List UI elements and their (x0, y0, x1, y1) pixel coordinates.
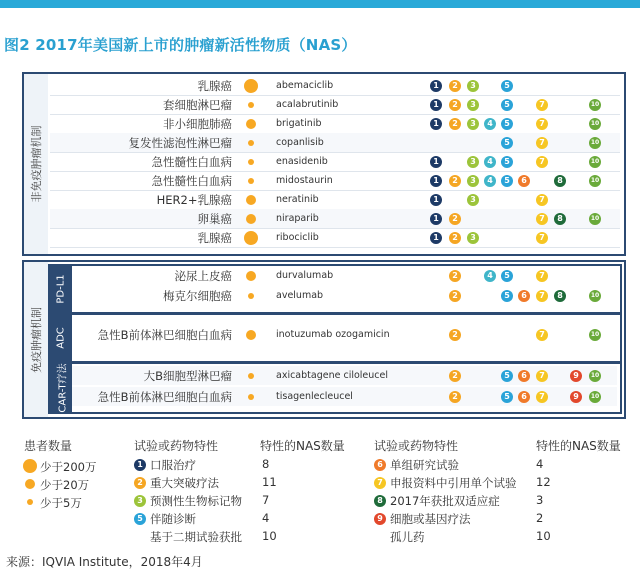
legend-trait-right-label: 2017年获批双适应症 (390, 494, 500, 508)
cancer-name: 急性B前体淋巴细胞白血病 (97, 328, 232, 342)
trait-badge: 1 (430, 156, 442, 168)
trait-badge: 2 (449, 80, 461, 92)
trait-badge: 7 (536, 156, 548, 168)
patient-size-dot (246, 214, 256, 224)
trait-badge: 3 (467, 175, 479, 187)
trait-badge: 8 (554, 290, 566, 302)
trait-badge: 5 (501, 137, 513, 149)
legend-trait-left-count: 10 (262, 529, 277, 543)
trait-badge: 5 (501, 175, 513, 187)
drug-name: niraparib (276, 213, 319, 224)
trait-badge: 10 (589, 118, 601, 130)
cancer-name: 复发性滤泡性淋巴瘤 (128, 136, 232, 150)
trait-badge: 1 (430, 213, 442, 225)
legend-trait-right-badge: 9 (374, 513, 386, 525)
trait-badge: 3 (467, 232, 479, 244)
drug-name: copanlisib (276, 137, 324, 148)
trait-badge: 9 (570, 391, 582, 403)
cancer-name: 急性髓性白血病 (151, 155, 232, 169)
trait-badge: 2 (449, 213, 461, 225)
trait-badge: 3 (467, 118, 479, 130)
drug-name: inotuzumab ozogamicin (276, 329, 390, 340)
immune-label: 免疫肿瘤机制 (30, 306, 43, 373)
trait-badge: 8 (554, 213, 566, 225)
cancer-name: 梅克尔细胞癌 (163, 289, 232, 303)
trait-badge: 1 (430, 232, 442, 244)
traits-header-left: 试验或药物特性 (134, 439, 219, 453)
drug-name: enasidenib (276, 156, 328, 167)
trait-badge: 2 (449, 370, 461, 382)
legend-trait-right-count: 3 (536, 493, 544, 507)
trait-badge: 5 (501, 270, 513, 282)
trait-badge: 10 (589, 370, 601, 382)
cancer-name: 急性髓性白血病 (151, 174, 232, 188)
trait-badge: 2 (449, 232, 461, 244)
legend-trait-left-badge: 5 (134, 513, 146, 525)
cancer-name: 泌尿上皮癌 (174, 269, 232, 283)
drug-name: neratinib (276, 194, 319, 205)
trait-badge: 2 (449, 290, 461, 302)
patient-size-dot (248, 178, 254, 184)
legend-trait-right-count: 2 (536, 511, 544, 525)
cancer-name: 乳腺癌 (197, 79, 232, 93)
legend-size-label: 少于200万 (40, 460, 97, 474)
trait-badge: 1 (430, 194, 442, 206)
trait-badge: 7 (536, 118, 548, 130)
legend-trait-left-label: 基于二期试验获批 (150, 530, 242, 544)
patient-size-dot (248, 394, 254, 400)
trait-badge: 1 (430, 175, 442, 187)
trait-badge: 2 (449, 118, 461, 130)
trait-badge: 10 (589, 213, 601, 225)
trait-badge: 6 (518, 175, 530, 187)
trait-badge: 3 (467, 156, 479, 168)
patient-size-dot (248, 293, 254, 299)
trait-badge: 10 (589, 329, 601, 341)
drug-name: ribociclib (276, 232, 319, 243)
legend-trait-left-count: 11 (262, 475, 277, 489)
trait-badge: 6 (518, 290, 530, 302)
trait-badge: 4 (484, 118, 496, 130)
patient-size-dot (248, 140, 254, 146)
trait-badge: 5 (501, 370, 513, 382)
drug-name: midostaurin (276, 175, 333, 186)
trait-badge: 10 (589, 391, 601, 403)
trait-badge: 3 (467, 194, 479, 206)
patients-legend-title: 患者数量 (24, 439, 73, 453)
traits-header-right: 试验或药物特性 (374, 439, 459, 453)
legend-trait-right-count: 12 (536, 475, 551, 489)
legend-trait-right-label: 孤儿药 (390, 530, 425, 544)
trait-badge: 5 (501, 99, 513, 111)
cancer-name: 非小细胞肺癌 (163, 117, 232, 131)
cancer-name: 套细胞淋巴瘤 (163, 98, 232, 112)
cart-group-label: CAR-T疗法 (57, 363, 69, 413)
trait-badge: 5 (501, 80, 513, 92)
legend-trait-right-badge: 6 (374, 459, 386, 471)
drug-name: abemaciclib (276, 80, 334, 91)
legend-trait-right-badge: 8 (374, 495, 386, 507)
trait-badge: 7 (536, 213, 548, 225)
trait-badge: 3 (467, 80, 479, 92)
count-header-left: 特性的NAS数量 (260, 439, 345, 453)
legend-trait-right-label: 申报资料中引用单个试验 (390, 476, 517, 490)
patient-size-dot (246, 330, 256, 340)
trait-badge: 5 (501, 391, 513, 403)
cancer-name: HER2+乳腺癌 (156, 193, 232, 207)
patient-size-dot (246, 119, 256, 129)
trait-badge: 1 (430, 99, 442, 111)
patient-size-dot (244, 79, 258, 93)
trait-badge: 5 (501, 118, 513, 130)
legend-trait-right-count: 10 (536, 529, 551, 543)
patient-size-dot (246, 195, 256, 205)
cancer-name: 大B细胞型淋巴瘤 (143, 369, 232, 383)
legend-trait-left-count: 8 (262, 457, 270, 471)
trait-badge: 7 (536, 370, 548, 382)
cancer-name: 卵巢癌 (197, 212, 232, 226)
trait-badge: 5 (501, 290, 513, 302)
drug-name: avelumab (276, 290, 324, 301)
chart-title: 图2 2017年美国新上市的肿瘤新活性物质（NAS） (4, 36, 357, 54)
trait-badge: 7 (536, 137, 548, 149)
legend-trait-right-count: 4 (536, 457, 544, 471)
legend-size-label: 少于5万 (40, 496, 82, 510)
trait-badge: 7 (536, 194, 548, 206)
legend-trait-left-badge: 3 (134, 495, 146, 507)
trait-badge: 3 (467, 99, 479, 111)
legend-size-dot (23, 459, 37, 473)
legend-size-dot (27, 499, 33, 505)
drug-name: tisagenlecleucel (276, 391, 353, 402)
trait-badge: 2 (449, 391, 461, 403)
trait-badge: 4 (484, 175, 496, 187)
drug-name: axicabtagene ciloleucel (276, 370, 388, 381)
legend-trait-left-label: 口服治疗 (150, 458, 196, 472)
trait-badge: 7 (536, 232, 548, 244)
legend-trait-right-badge: 7 (374, 477, 386, 489)
trait-badge: 6 (518, 391, 530, 403)
trait-badge: 5 (501, 156, 513, 168)
trait-badge: 2 (449, 270, 461, 282)
trait-badge: 10 (589, 290, 601, 302)
non-immune-label: 非免疫肿瘤机制 (30, 125, 43, 203)
adc-group-label: ADC (55, 327, 67, 349)
patient-size-dot (246, 271, 256, 281)
trait-badge: 2 (449, 175, 461, 187)
legend-trait-left-label: 重大突破疗法 (150, 476, 219, 490)
trait-badge: 9 (570, 370, 582, 382)
legend-trait-right-label: 单组研究试验 (390, 458, 459, 472)
source-note: 来源：IQVIA Institute，2018年4月 (6, 555, 203, 569)
pdl1-group-label: PD-L1 (55, 274, 67, 304)
trait-badge: 4 (484, 270, 496, 282)
legend-trait-right-label: 细胞或基因疗法 (390, 512, 471, 526)
trait-badge: 1 (430, 80, 442, 92)
patient-size-dot (244, 231, 258, 245)
count-header-right: 特性的NAS数量 (536, 439, 621, 453)
trait-badge: 7 (536, 99, 548, 111)
drug-name: durvalumab (276, 270, 334, 281)
legend-trait-left-count: 7 (262, 493, 270, 507)
trait-badge: 10 (589, 175, 601, 187)
trait-badge: 6 (518, 370, 530, 382)
legend-size-label: 少于20万 (40, 478, 90, 492)
trait-badge: 8 (554, 175, 566, 187)
drug-name: acalabrutinib (276, 99, 339, 110)
trait-badge: 7 (536, 329, 548, 341)
trait-badge: 2 (449, 329, 461, 341)
trait-badge: 7 (536, 391, 548, 403)
trait-badge: 2 (449, 99, 461, 111)
legend-trait-left-badge: 2 (134, 477, 146, 489)
legend-trait-left-label: 预测性生物标记物 (150, 494, 242, 508)
patient-size-dot (248, 373, 254, 379)
trait-badge: 7 (536, 290, 548, 302)
cancer-name: 乳腺癌 (197, 231, 232, 245)
legend-size-dot (25, 479, 35, 489)
trait-badge: 10 (589, 99, 601, 111)
legend-trait-left-label: 伴随诊断 (150, 512, 196, 526)
trait-badge: 1 (430, 118, 442, 130)
legend-trait-left-badge: 1 (134, 459, 146, 471)
trait-badge: 10 (589, 156, 601, 168)
trait-badge: 4 (484, 156, 496, 168)
cancer-name: 急性B前体淋巴细胞白血病 (97, 390, 232, 404)
trait-badge: 10 (589, 137, 601, 149)
legend-trait-left-count: 4 (262, 511, 270, 525)
patient-size-dot (248, 102, 254, 108)
trait-badge: 7 (536, 270, 548, 282)
patient-size-dot (248, 159, 254, 165)
drug-name: brigatinib (276, 118, 322, 129)
top-accent-bar (0, 0, 640, 8)
